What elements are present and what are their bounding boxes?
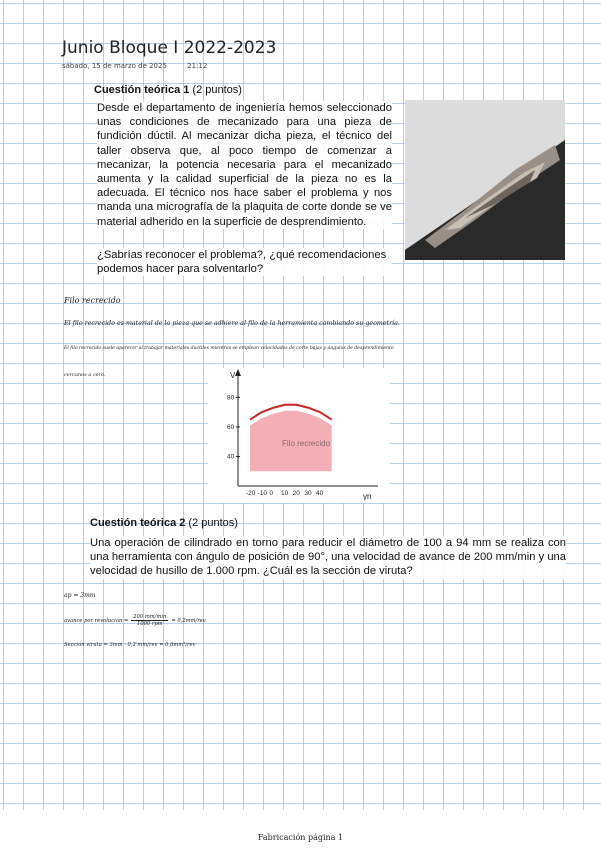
calc-fraction — [131, 614, 168, 627]
question-1-prompt: ¿Sabrías reconocer el problema?, ¿qué recomendaciones podemos hacer para solventarlo? — [97, 248, 392, 276]
chart-x-tick: -20 — [246, 490, 256, 497]
question-1-points: (2 puntos) — [192, 84, 242, 96]
chart-y-tick: 80 — [227, 394, 235, 402]
calc-fraction-den: 1000 rpm — [137, 621, 163, 627]
question-1-text: Desde el departamento de ingeniería hemos seleccionado unas condiciones de mecanizado para una pieza de fundición dúctil. Al mecanizar dicha pieza, el técnico del taller observa que, al poco tiempo de comenzar a mecanizar, la potencia necesaria para el mecanizado aumenta y la calidad superficial de la pieza no es la adecuada. El técnico nos hace saber el problema y nos manda una micrografía de la plaquita de corte donde se ve material adherido en la superficie de desprendimiento. — [97, 102, 392, 228]
chart-x-tick: 10 — [281, 490, 289, 497]
question-2-label: Cuestión teórica 2 — [90, 517, 186, 529]
page-date: sábado, 15 de marzo de 2025 — [62, 62, 167, 70]
chart-x-tick: 40 — [316, 490, 324, 497]
question-2-heading — [90, 517, 238, 529]
calc-line-2-result: = 0,2mm/rev — [171, 617, 206, 624]
question-1-label: Cuestión teórica 1 — [94, 84, 190, 96]
question-2-points: (2 puntos) — [188, 517, 238, 529]
notes-line-2: El filo recrecido suele aparecer al trabajar materiales dúctiles mientras se emplean velocidades de corte bajas y ángulos de desprendimiento — [64, 346, 394, 351]
page-title: Junio Bloque I 2022-2023 — [62, 38, 277, 58]
calc-line-2 — [64, 614, 206, 627]
chart-x-label: γn — [363, 492, 372, 501]
question-1-heading — [94, 84, 242, 96]
chart-x-tick: 30 — [304, 490, 312, 497]
chart-y-label: V — [230, 371, 236, 380]
built-up-edge-chart — [208, 368, 390, 503]
notes-heading: Filo recrecido — [64, 296, 121, 305]
chart-annotation: Filo recrecido — [282, 439, 331, 448]
calc-line-2-label: avance por revolución = — [64, 617, 129, 624]
chart-x-tick: 0 — [269, 490, 273, 497]
page-margin-bottom — [0, 810, 601, 848]
chart-x-tick: 20 — [292, 490, 300, 497]
chart-y-arrow — [235, 369, 241, 376]
question-2-text: Una operación de cilindrado en torno para reducir el diámetro de 100 a 94 mm se realiza con una herramienta con ángulo de posición de 90°, una velocidad de avance de 200 mm/min y una velocidad de husillo de 1.000 rpm. ¿Cuál es la sección de viruta? — [90, 537, 566, 578]
page-footer: Fabricación página 1 — [257, 833, 344, 842]
page-datetime — [62, 62, 225, 70]
calc-line-3: Sección viruta = 3mm · 0,2 mm/rev = 0,6mm²/rev — [64, 642, 196, 648]
page-time: 21:12 — [187, 62, 208, 70]
calc-fraction-num: 200 mm/min — [133, 614, 167, 620]
chart-svg — [208, 368, 390, 503]
chart-y-tick: 40 — [227, 453, 235, 461]
chart-y-tick: 60 — [227, 423, 235, 431]
micrograph-image — [405, 100, 565, 260]
notes-line-3: cercanos a cero. — [64, 372, 106, 378]
chart-x-tick: -10 — [257, 490, 268, 497]
calc-line-1: ap = 3mm — [64, 592, 96, 599]
notes-line-1: El filo recrecido es material de la pieza que se adhiere al filo de la herramienta cambiando su geometría. — [64, 320, 400, 327]
